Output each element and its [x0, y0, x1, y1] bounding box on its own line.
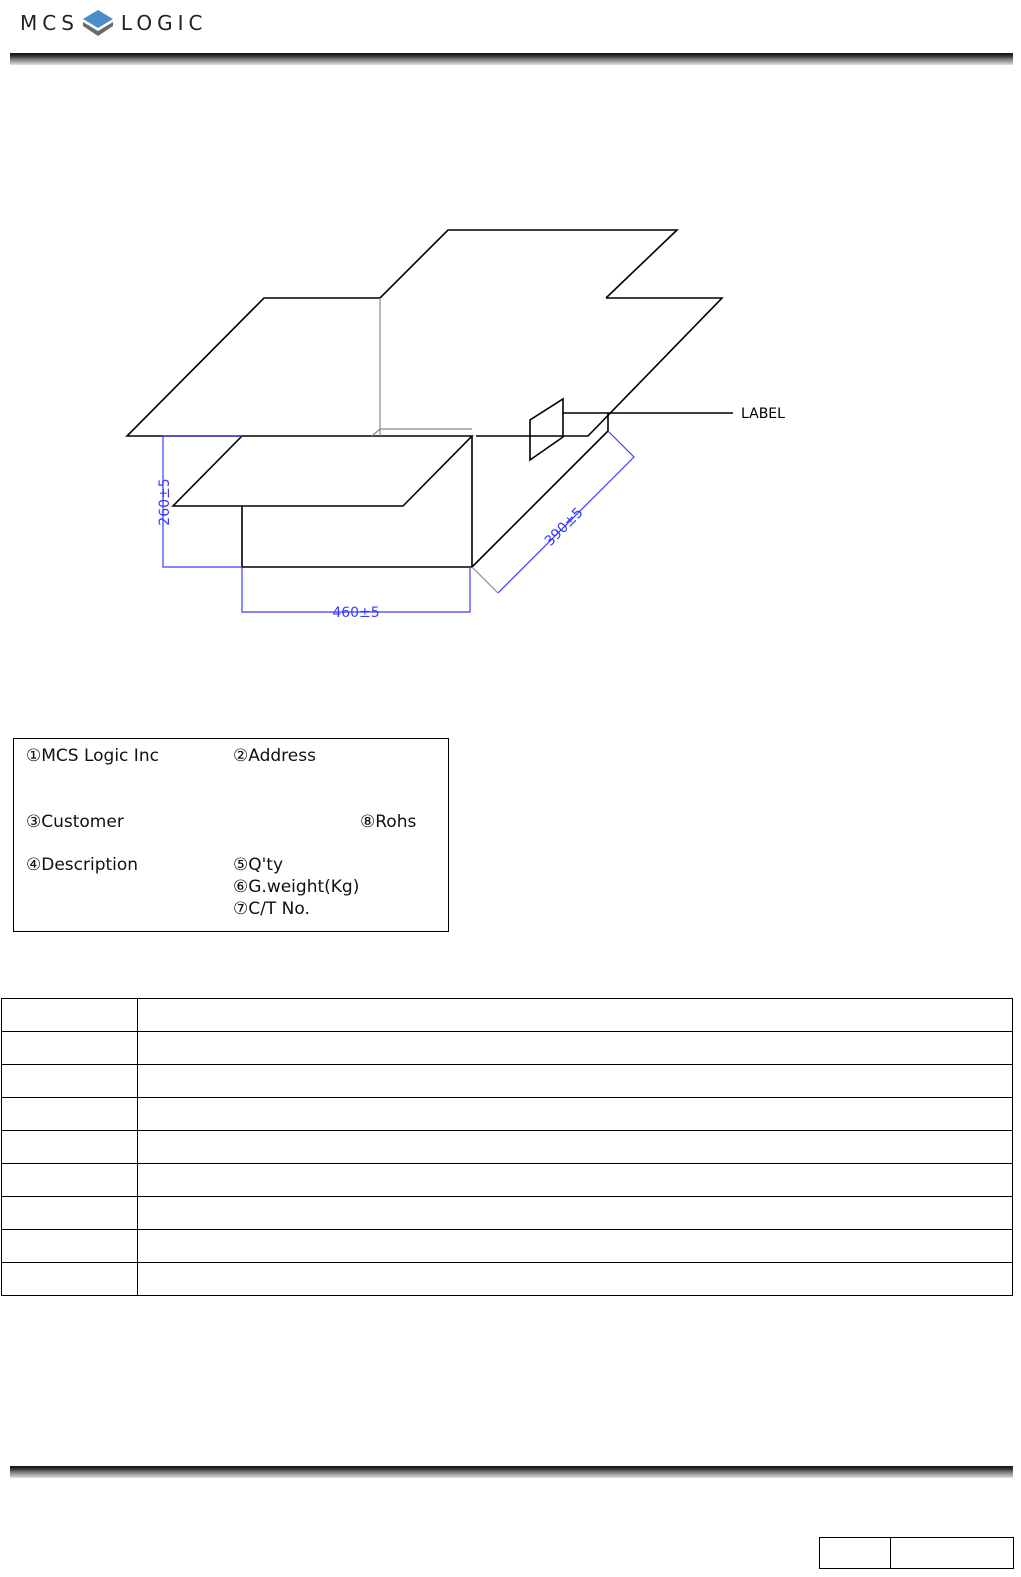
table-row: [2, 1032, 1013, 1065]
table-cell: [2, 1164, 138, 1197]
label-address: ②Address: [233, 746, 316, 766]
table-cell: [2, 1032, 138, 1065]
label-rohs: ⑧Rohs: [360, 812, 417, 832]
table-cell: [2, 1131, 138, 1164]
label-customer: ③Customer: [26, 812, 124, 832]
width-dimension: 460±5: [332, 605, 380, 621]
table-row: [2, 1131, 1013, 1164]
table-row: [2, 999, 1013, 1032]
logo-text-left: MCS: [20, 11, 79, 35]
specification-table: [1, 998, 1013, 1296]
table-cell: [2, 999, 138, 1032]
table-cell: [138, 1032, 1013, 1065]
table-row: [2, 1164, 1013, 1197]
label-description: ④Description: [26, 855, 139, 875]
table-cell: [138, 1197, 1013, 1230]
table-cell: [138, 1263, 1013, 1296]
depth-dimension: 390±5: [541, 504, 587, 550]
table-row: [2, 1230, 1013, 1263]
table-cell: [2, 1065, 138, 1098]
label-callout: LABEL: [741, 406, 785, 422]
table-row: [2, 1098, 1013, 1131]
carton-box-diagram: [0, 0, 1021, 700]
footer-rule: [10, 1466, 1013, 1478]
page-number-box: [819, 1537, 1014, 1569]
height-dimension: 260±5: [157, 478, 173, 526]
carton-label-layout: [13, 738, 449, 932]
table-cell: [2, 1230, 138, 1263]
label-gross-weight: ⑥G.weight(Kg): [233, 877, 360, 897]
table-cell: [2, 1263, 138, 1296]
table-cell: [2, 1098, 138, 1131]
label-qty: ⑤Q'ty: [233, 855, 284, 875]
page-cell-right: [891, 1538, 1014, 1569]
table-cell: [138, 999, 1013, 1032]
page-cell-left: [820, 1538, 891, 1569]
table-cell: [138, 1098, 1013, 1131]
table-row: [2, 1065, 1013, 1098]
table-cell: [2, 1197, 138, 1230]
table-row: [2, 1263, 1013, 1296]
label-carton-number: ⑦C/T No.: [233, 899, 310, 919]
table-cell: [138, 1131, 1013, 1164]
label-company: ①MCS Logic Inc: [26, 746, 159, 766]
table-cell: [138, 1230, 1013, 1263]
logo-text-right: LOGIC: [120, 11, 208, 35]
table-cell: [138, 1164, 1013, 1197]
table-row: [2, 1197, 1013, 1230]
table-cell: [138, 1065, 1013, 1098]
